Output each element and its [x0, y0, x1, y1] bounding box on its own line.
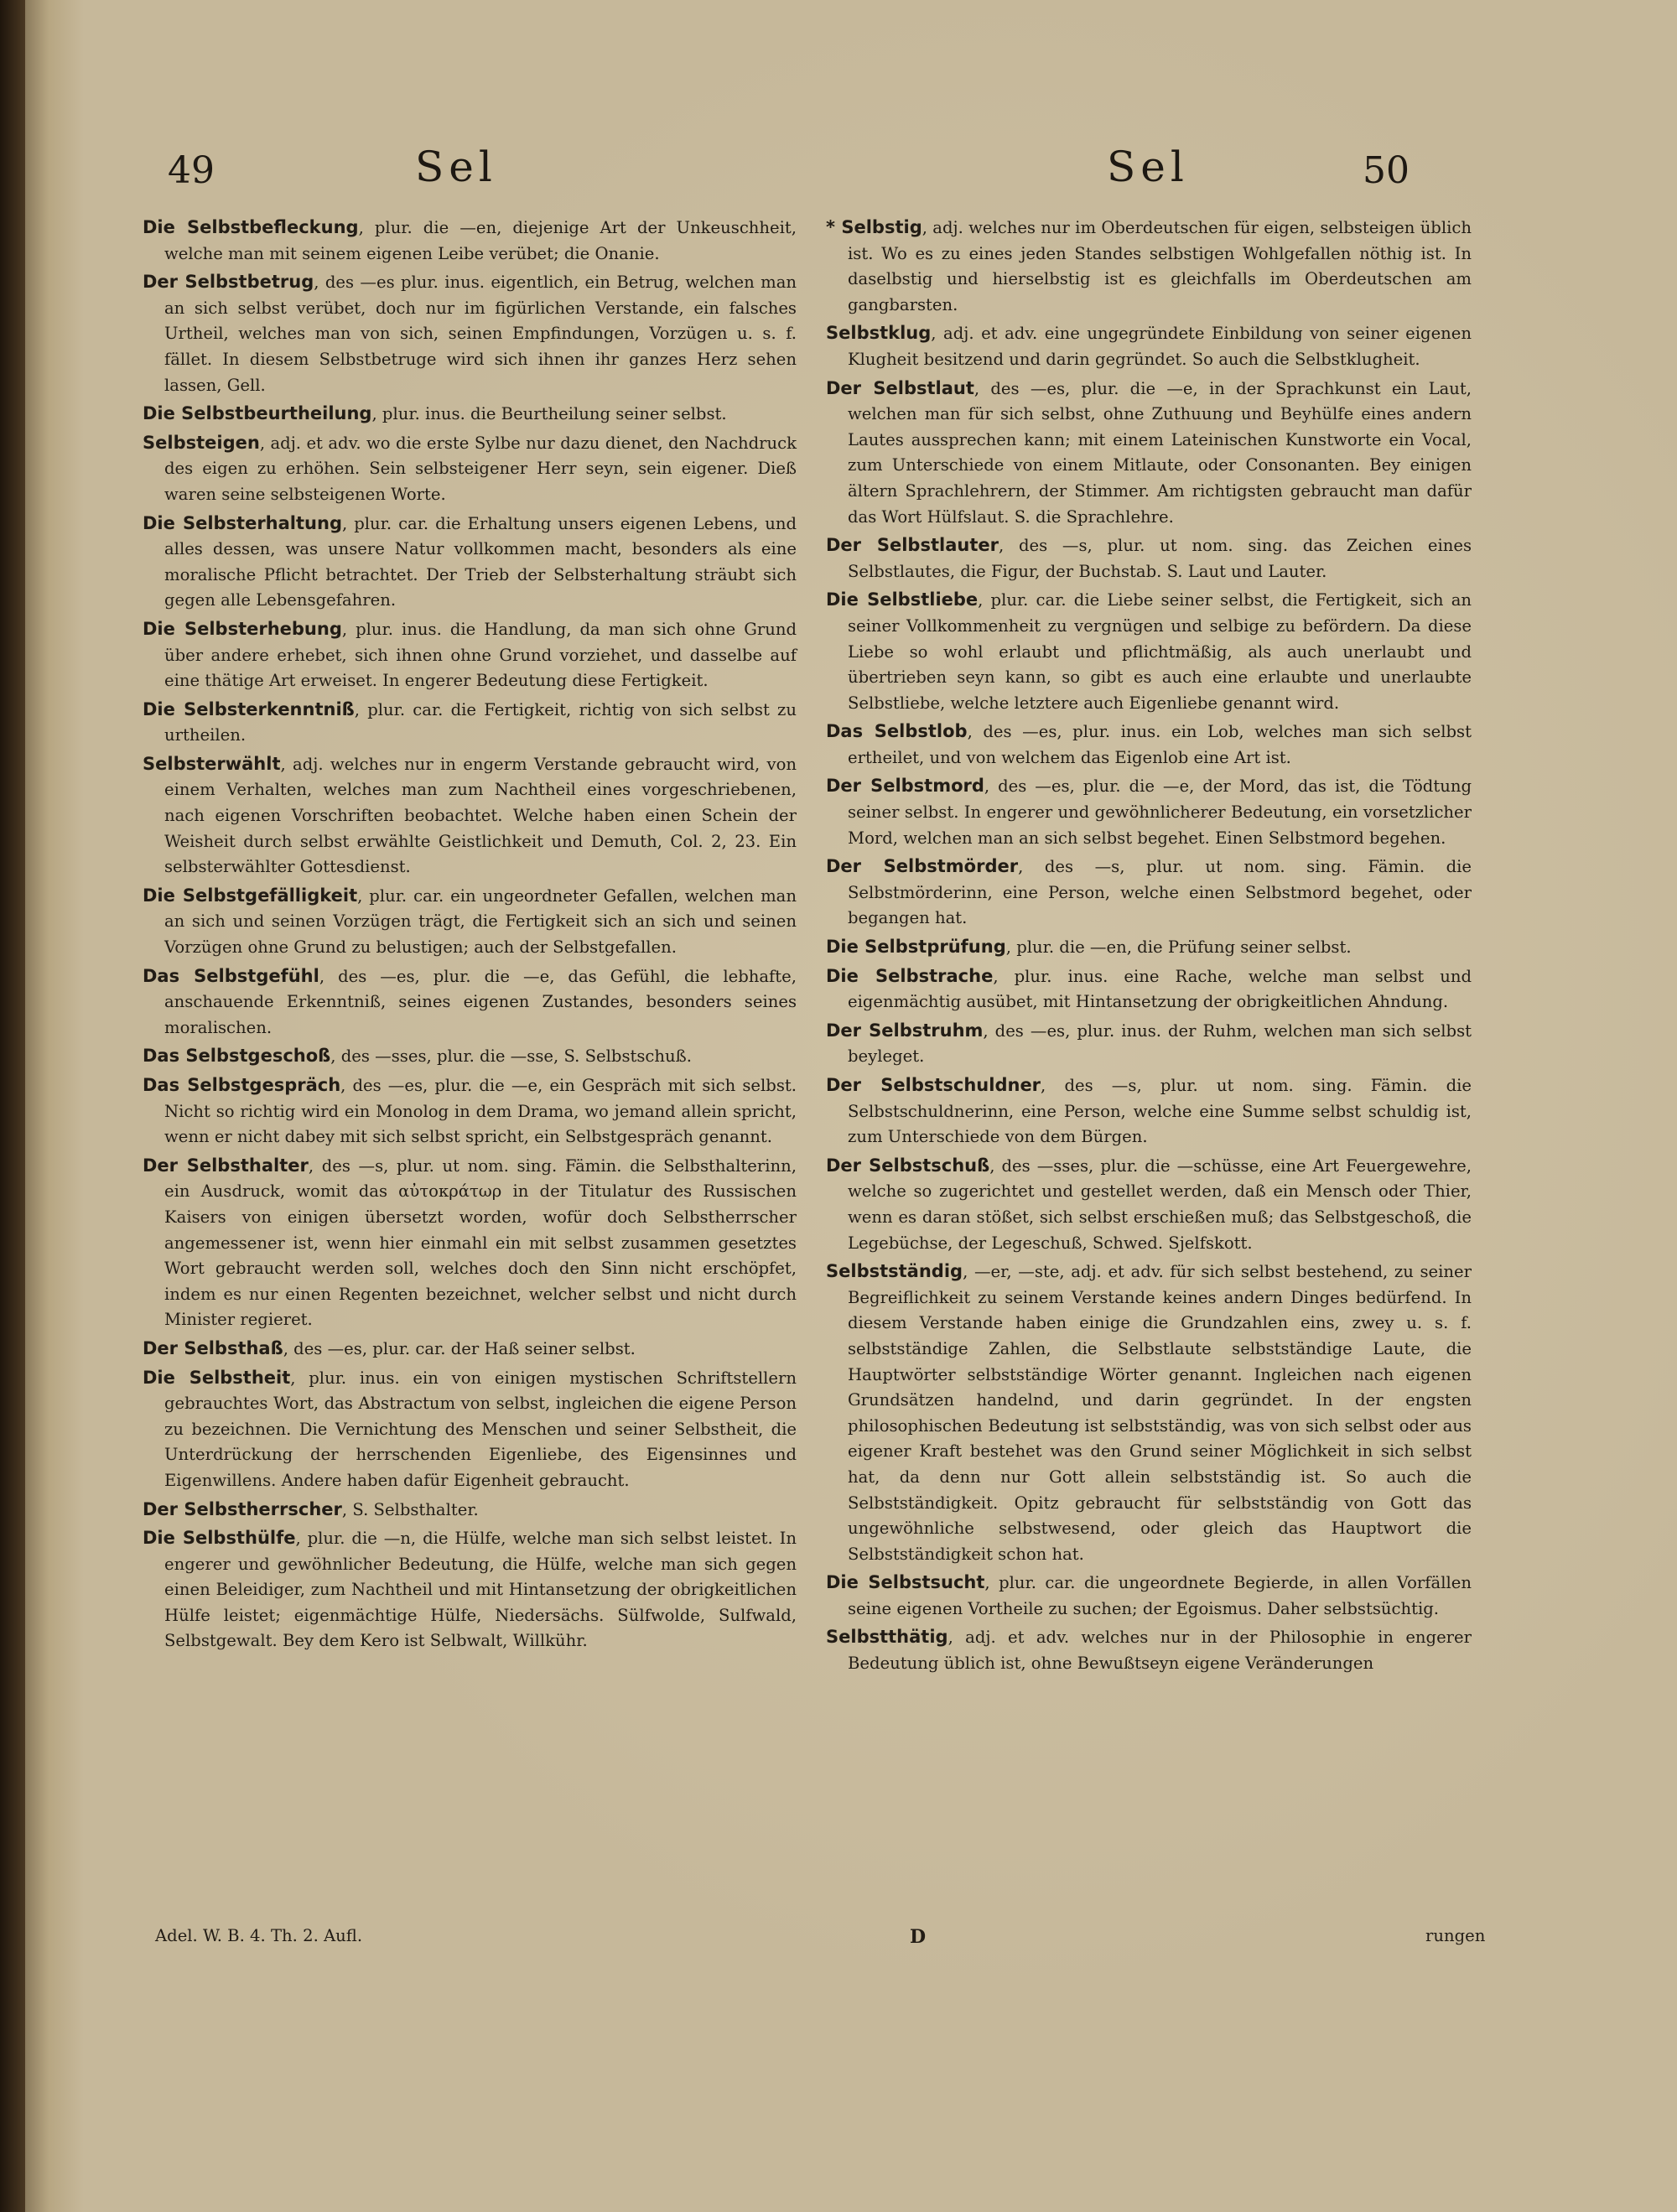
dictionary-entry [143, 1072, 797, 1150]
entry-headword: * Selbstig [826, 217, 922, 237]
dictionary-entry [826, 934, 1472, 961]
entry-definition: , plur. inus. ein von einigen mystischen Schriftstellern gebrauchtes Wort, das Abstractum von selbst, ingleichen die eigene Person zu bezeichnen. Die Vernichtung des Menschen und seiner Selbstheit, die Unterdrückung der herrschenden Eigenliebe, des Eigensinnes und Eigenwillens. Andere haben dafür Eigenheit gebraucht. [164, 1368, 797, 1490]
entry-definition: , —er, —ste, adj. et adv. für sich selbst bestehend, zu seiner Begreiflichkeit zu seinem Verstande keines andern Dinges bedürfend. In diesem Verstande haben einige die Grundzahlen eins, zwey u. s. f. selbstständige Zahlen, die Selbstlaute selbstständige Laute, die Hauptwörter selbstständige Wörter genannt. Ingleichen nach eigenen Grundsätzen handelnd, und darin gegründet. In der engsten philosophischen Bedeutung ist selbstständig, was von sich selbst oder aus eigener Kraft bestehet was den Grund seiner Möglichkeit in sich selbst hat, da denn nur Gott allein selbstständig ist. So auch die Selbstständigkeit. Opitz gebraucht für selbstständig von Gott das ungewöhnliche selbstwesend, oder gleich das Hauptwort die Selbstständigkeit schon hat. [848, 1262, 1472, 1564]
entry-definition: , des —s, plur. ut nom. sing. Fämin. die Selbstschuldnerinn, eine Person, welche eine Summe selbst schuldig ist, zum Unterschiede von dem Bürgen. [848, 1076, 1472, 1147]
entry-headword: Der Selbsthalter [143, 1155, 309, 1176]
dictionary-entry [826, 773, 1472, 851]
right-column [826, 215, 1472, 1680]
dictionary-entry [826, 719, 1472, 771]
signature-mark: D [910, 1926, 927, 1948]
entry-definition: , des —sses, plur. die —sse, S. Selbstschuß. [330, 1046, 692, 1067]
entry-headword: Das Selbstgespräch [143, 1075, 341, 1095]
dictionary-entry [826, 376, 1472, 531]
dictionary-entry [143, 697, 797, 749]
entry-headword: Der Selbstmörder [826, 856, 1019, 877]
dictionary-entry [826, 1259, 1472, 1567]
entry-headword: Die Selbsterkenntniß [143, 698, 355, 719]
entry-headword: Die Selbstbeurtheilung [143, 403, 372, 424]
entry-headword: Selbstthätig [826, 1627, 948, 1648]
entry-definition: , des —sses, plur. die —schüsse, eine Art Feuergewehre, welche so zugerichtet und gestellet werden, daß ein Mensch oder Thier, wenn es daran stößet, sich selbst erschießen muß; das Selbstgeschoß, die Legebüchse, der Legeschuß, Schwed. Sjelfskott. [848, 1155, 1472, 1253]
dictionary-entry [826, 1153, 1472, 1256]
dictionary-entry [826, 587, 1472, 716]
entry-definition: , plur. inus. die Handlung, da man sich ohne Grund über andere erhebet, sich ihnen ohne Grund vorziehet, und dasselbe auf eine thätige Art erweiset. In engerer Bedeutung diese Fertigkeit. [164, 619, 797, 691]
dictionary-entry [143, 215, 797, 267]
book-gutter [0, 0, 25, 2212]
page-number-left: 49 [168, 149, 215, 192]
entry-definition: , plur. car. die Fertigkeit, richtig von sich selbst zu urtheilen. [164, 699, 797, 745]
catchword: rungen [1425, 1926, 1486, 1945]
entry-headword: Das Selbstgeschoß [143, 1046, 331, 1067]
entry-headword: Die Selbstprüfung [826, 937, 1006, 958]
entry-headword: Der Selbstschuß [826, 1155, 990, 1176]
entry-headword: Die Selbstheit [143, 1367, 291, 1388]
entry-definition: , adj. welches nur im Oberdeutschen für eigen, selbsteigen üblich ist. Wo es zu eines jeden Standes selbstigen Wohlgefallen nöthig ist. In daselbstig und hierselbstig ist es gleichfalls im Oberdeutschen am gangbarsten. [848, 218, 1472, 314]
entry-definition: , des —es, plur. inus. der Ruhm, welchen man sich selbst beyleget. [848, 1020, 1472, 1067]
entry-headword: Die Selbstliebe [826, 589, 979, 610]
entry-definition: , des —es plur. inus. eigentlich, ein Betrug, welchen man an sich selbst verübet, doch nur im figürlichen Verstande, ein falsches Urtheil, welches man von sich, seinen Empfindungen, Vorzügen u. s. f. fället. In diesem Selbstbetruge wird sich ihnen ihr ganzes Herz sehen lassen, Gell. [164, 273, 797, 395]
entry-headword: Die Selbsterhaltung [143, 512, 342, 533]
entry-definition: , des —es, plur. die —e, der Mord, das ist, die Tödtung seiner selbst. In engerer und gewöhnlicherer Bedeutung, ein vorsetzlicher Mord, welchen man an sich selbst begehet. Einen Selbstmord begehen. [848, 776, 1472, 848]
entry-headword: Der Selbstlaut [826, 377, 974, 398]
dictionary-entry [143, 430, 797, 508]
left-column [143, 215, 797, 1657]
dictionary-entry [826, 532, 1472, 584]
dictionary-entry [143, 883, 797, 961]
dictionary-entry [826, 1018, 1472, 1070]
entry-definition: , plur. car. die Liebe seiner selbst, die Fertigkeit, sich an seiner Vollkommenheit zu vergnügen und selbige zu befördern. Da diese Liebe so wohl erlaubt und pflichtmäßig, als auch unerlaubt und übertrieben seyn kann, so gibt es auch eine erlaubte und unerlaubte Selbstliebe, welche letztere auch Eigenliebe genannt wird. [848, 590, 1472, 713]
entry-headword: Die Selbstbefleckung [143, 217, 359, 237]
entry-definition: , plur. car. ein ungeordneter Gefallen, welchen man an sich und seinen Vorzügen trägt, die Fertigkeit sich an sich und seinen Vorzügen ohne Grund zu belustigen; auch der Selbstgefallen. [164, 885, 797, 958]
entry-headword: Das Selbstlob [826, 721, 968, 742]
running-head-right: Sel [1107, 143, 1189, 191]
entry-definition: , adj. welches nur in engerm Verstande gebraucht wird, von einem Verhalten, welches man zum Nachtheil eines vorgeschriebenen, nach eigenen Vorschriften beobachtet. Welche haben einen Schein der Weisheit durch selbst erwählte Geistlichkeit und Demuth, Col. 2, 23. Ein selbsterwählter Gottesdienst. [164, 754, 797, 877]
dictionary-entry [143, 1153, 797, 1333]
entry-definition: , des —s, plur. ut nom. sing. Fämin. die Selbstmörderinn, eine Person, welche einen Selbstmord begehet, oder begangen hat. [848, 857, 1472, 928]
dictionary-entry [143, 1365, 797, 1494]
entry-headword: Die Selbsthülfe [143, 1528, 296, 1549]
entry-headword: Der Selbstruhm [826, 1020, 984, 1041]
entry-definition: , adj. et adv. wo die erste Sylbe nur dazu dienet, den Nachdruck des eigen zu erhöhen. Sein selbsteigener Herr seyn, sein eigener. Dieß waren seine selbsteigenen Worte. [164, 433, 797, 504]
entry-definition: , plur. die —n, die Hülfe, welche man sich selbst leistet. In engerer und gewöhnlicher Bedeutung, die Hülfe, welche man sich gegen einen Beleidiger, zum Nachtheil und mit Hintansetzung der obrigkeitlichen Hülfe leistet; eigenmächtige Hülfe, Niedersächs. Sülfwolde, Sulfwald, Selbstgewalt. Bey dem Kero ist Selbwalt, Willkühr. [164, 1529, 797, 1651]
dictionary-entry [826, 963, 1472, 1015]
entry-headword: Selbstständig [826, 1261, 963, 1282]
entry-headword: Der Selbstherrscher [143, 1498, 342, 1519]
dictionary-entry [826, 215, 1472, 318]
entry-headword: Der Selbstmord [826, 776, 984, 797]
dictionary-entry [143, 1525, 797, 1654]
entry-headword: Der Selbsthaß [143, 1337, 283, 1358]
entry-headword: Die Selbsterhebung [143, 618, 342, 639]
footer-imprint: Adel. W. B. 4. Th. 2. Aufl. [155, 1926, 363, 1945]
entry-headword: Der Selbstschuldner [826, 1075, 1041, 1095]
entry-headword: Das Selbstgefühl [143, 965, 319, 986]
dictionary-entry [826, 320, 1472, 372]
entry-definition: , des —es, plur. die —e, ein Gespräch mit sich selbst. Nicht so richtig wird ein Monolog in dem Drama, wo jemand allein spricht, wenn er nicht dabey mit sich selbst spricht, ein Selbstgespräch genannt. [164, 1076, 797, 1147]
dictionary-entry [143, 751, 797, 880]
entry-headword: Die Selbstrache [826, 965, 994, 986]
entry-definition: , des —es, plur. die —e, in der Sprachkunst ein Laut, welchen man für sich selbst, ohne Zuthuung und Beyhülfe eines andern Lautes aussprechen kann; mit einem Lateinischen Kunstworte ein Vocal, zum Unterschiede von einem Mitlaute, oder Consonanten. Bey einigen ältern Sprachlehrern, der Stimmer. Am richtigsten gebraucht man dafür das Wort Hülfslaut. S. die Sprachlehre. [848, 378, 1472, 527]
entry-definition: , des —es, plur. car. der Haß seiner selbst. [283, 1338, 636, 1358]
dictionary-entry [143, 963, 797, 1041]
entry-headword: Selbsterwählt [143, 753, 281, 774]
entry-headword: Die Selbstsucht [826, 1572, 985, 1593]
entry-headword: Die Selbstgefälligkeit [143, 885, 358, 906]
dictionary-entry [826, 1570, 1472, 1622]
entry-definition: , des —s, plur. ut nom. sing. das Zeichen eines Selbstlautes, die Figur, der Buchstab. S. Laut und Lauter. [848, 536, 1472, 581]
dictionary-entry [143, 1336, 797, 1363]
entry-definition: , des —es, plur. die —e, das Gefühl, die lebhafte, anschauende Erkenntniß, seines eigenen Zustandes, besonders seines moralischen. [164, 966, 797, 1037]
entry-definition: , S. Selbsthalter. [341, 1499, 479, 1519]
dictionary-entry [143, 269, 797, 398]
entry-definition: , plur. car. die ungeordnete Begierde, in allen Vorfällen seine eigenen Vortheile zu suchen; der Egoismus. Daher selbstsüchtig. [848, 1573, 1472, 1618]
entry-definition: , des —s, plur. ut nom. sing. Fämin. die Selbsthalterinn, ein Ausdruck, womit das αὐτοκράτωρ in der Titulatur des Russischen Kaisers von einigen übersetzt worden, wofür doch Selbstherrscher angemessener ist, wenn hier einmahl ein mit selbst zusammen gesetztes Wort gebraucht werden soll, welches doch den Sinn nicht erschöpfet, indem es nur einen Regenten bezeichnet, welcher selbst und nicht durch Minister regieret. [164, 1155, 797, 1330]
dictionary-entry [826, 854, 1472, 932]
entry-definition: , des —es, plur. inus. ein Lob, welches man sich selbst ertheilet, und von welchem das Eigenlob eine Art ist. [848, 722, 1472, 767]
entry-definition: , plur. inus. eine Rache, welche man selbst und eigenmächtig ausübet, mit Hintansetzung der obrigkeitlichen Ahndung. [848, 966, 1472, 1012]
entry-definition: , plur. car. die Erhaltung unsers eigenen Lebens, und alles dessen, was unsere Natur vollkommen macht, besonders als eine moralische Pflicht betrachtet. Der Trieb der Selbsterhaltung sträubt sich gegen alle Lebensgefahren. [164, 513, 797, 610]
entry-definition: , adj. et adv. eine ungegründete Einbildung von seiner eigenen Klugheit besitzend und darin gegründet. So auch die Selbstklugheit. [848, 324, 1472, 369]
page-number-right: 50 [1363, 149, 1410, 192]
dictionary-entry [143, 616, 797, 694]
dictionary-entry [826, 1624, 1472, 1676]
entry-headword: Selbstklug [826, 323, 932, 344]
entry-definition: , plur. die —en, diejenige Art der Unkeuschheit, welche man mit seinem eigenen Leibe verübet; die Onanie. [164, 218, 797, 263]
dictionary-entry [143, 511, 797, 614]
entry-headword: Selbsteigen [143, 432, 260, 453]
entry-definition: , plur. die —en, die Prüfung seiner selbst. [1005, 937, 1352, 958]
entry-definition: , adj. et adv. welches nur in der Philosophie in engerer Bedeutung üblich ist, ohne Bewußtseyn eigene Veränderungen [848, 1628, 1472, 1674]
dictionary-entry [143, 1497, 797, 1524]
entry-definition: , plur. inus. die Beurtheilung seiner selbst. [371, 404, 727, 424]
dictionary-entry [143, 1043, 797, 1070]
dictionary-entry [143, 401, 797, 428]
dictionary-entry [826, 1072, 1472, 1150]
running-head-left: Sel [415, 143, 497, 191]
entry-headword: Der Selbstlauter [826, 535, 999, 556]
entry-headword: Der Selbstbetrug [143, 272, 314, 293]
